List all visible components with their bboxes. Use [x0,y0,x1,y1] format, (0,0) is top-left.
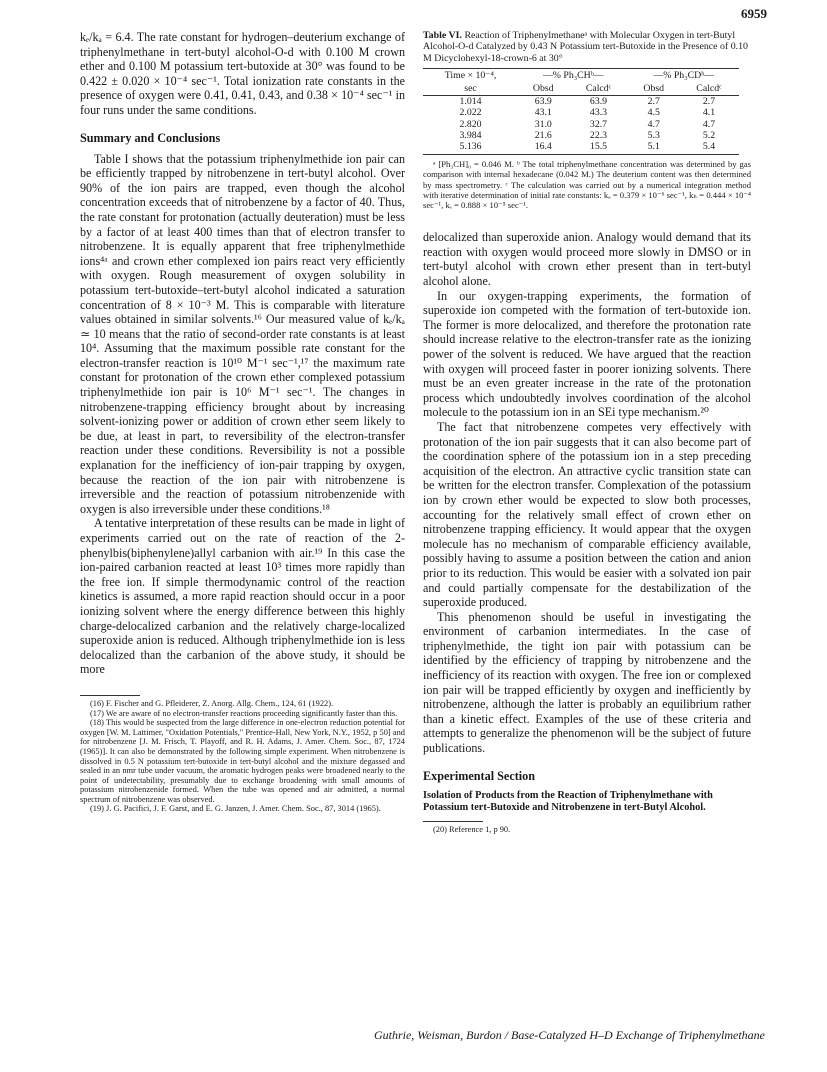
table-cell: 5.2 [702,129,716,141]
results-table [423,68,739,155]
right-column [423,30,751,834]
table-cell: 16.4 [518,141,568,155]
table-cell: 21.6 [534,129,552,141]
table-cell: 5.3 [647,129,660,141]
table-row [423,130,739,141]
table-cell: 5.136 [423,141,518,155]
table-caption-text: Reaction of Triphenylmethaneᵃ with Molecular Oxygen in tert-Butyl Alcohol-O-d Catalyzed by 0.43 N Potassium tert-Butoxide in the Presence of 0.10 M Dicyclohexyl-18-crown-6 at 30° [423,30,748,64]
table-cell: 43.3 [589,107,608,119]
header-obsd-1: Obsd [518,82,568,96]
table-cell: 31.0 [534,118,552,130]
intro-paragraph: kₑ/kₐ = 6.4. The rate constant for hydrogen–deuterium exchange of triphenylmethane in tert-butyl alcohol-O-d with 0.100 M crown ether and 0.100 M potassium tert-butoxide at 30° was found to be 0.422 ± 0.020 × 10⁻⁴ sec⁻¹. Total ionization rate constants in the presence of oxygen were 0.41, 0.41, 0.43, and 0.38 × 10⁻⁴ sec⁻¹ in four runs under the same conditions. [80,30,405,117]
table-row [423,141,739,155]
footnote-18: (18) This would be suspected from the large difference in one-electron reduction potential for oxygen [W. M. Lattimer, "Oxidation Potentials," Prentice-Hall, New York, N.Y., 1952, p 50] and for nitrobenzene [J. M. Frisch, T. Playoff, and R. H. Adams, J. Amer. Chem. Soc., 87, 1724 (1965)]. It can also be demonstrated by the following simple experiment. When nitrobenzene is dissolved in 0.5 N potassium tert-butoxide in tert-butyl alcohol and the mixture degassed and sealed in an nmr tube under vacuum, the aromatic hydrogen peaks were broadened nearly to the point of undetectability, presumably due to exchange broadening with small amounts of potassium nitrobenzenide formed. When the tube was opened and air admitted, a normal spectrum of nitrobenzene was observed. [80,718,405,804]
footnote-17: (17) We are aware of no electron-transfer reactions proceeding significantly faster than this. [90,708,398,718]
table-cell: 4.1 [702,107,716,119]
header-ph3ch: —% Ph₃CHᵇ— [518,69,628,83]
header-time-unit: sec [423,82,518,96]
right-paragraph-2: In our oxygen-trapping experiments, the formation of superoxide ion competed with the formation of tert-butoxide ion. The former is more delocalized, and therefore the protonation rate should increase relative to the electron-transfer rate as the ionizing power of the solvent is reduced. We have argued that the reaction with oxygen will proceed faster in poorer ionizing solvents. There must be an even greater increase in the rate of the protonation process which undoubtedly involves coordination of the alcohol molecule to the potassium ion in an SEi type mechanism.²⁰ [423,288,751,420]
right-paragraph-1: delocalized than superoxide anion. Analogy would demand that its reaction with oxygen would proceed more slowly in DMSO or in tert-butyl alcohol with crown ether present than in tert-butyl alcohol alone. [423,230,751,289]
experimental-subheading: Isolation of Products from the Reaction of Triphenylmethane with Potassium tert-Butoxide and Nitrobenzene in tert-Butyl Alcohol. [423,789,713,814]
table-cell: 4.5 [647,107,660,119]
left-column [80,30,405,814]
table-row [423,107,739,118]
table-cell: 4.7 [702,118,716,130]
summary-heading: Summary and Conclusions [80,130,221,145]
table-footnote: ᵃ [Ph₃CH]₀ = 0.046 M. ᵇ The total triphenylmethane concentration was determined by gas comparison with internal hexadecane (0.042 M.) The deuterium content was then determined by mass spectrometry. ᶜ The calculation was carried out by a numerical integration method with iterative determination of initial rate constants: kₐ = 0.379 × 10⁻⁶ sec⁻¹, kₕ = 0.444 × 10⁻⁴ sec⁻¹, kₑ = 0.888 × 10⁻⁵ sec⁻¹. [423,159,751,211]
table-cell: 2.022 [459,107,482,119]
header-calcd-2: Calcdᶜ [679,82,739,96]
table-cell: 43.1 [534,107,552,119]
page-number: 6959 [741,6,767,21]
right-paragraph-3: The fact that nitrobenzene competes very effectively with protonation of the ion pair suggests that it can also become part of the coordination sphere of the potassium ion in a step preceding acquisition of the electron. An attractive cyclic transition state can be written for the electron transfer. Complexation of the potassium ion by crown ether would be expected to slow both processes, accounting for the relatively small effect of crown ether on nitrobenzene trapping efficiency. It would appear that the oxygen molecule has no mechanism of comparable efficiency available, possibly having to assume a position between the cation and anion prior to its reduction. This would be easier with a solvated ion pair and could partially compensate for the destabilization of the superoxide produced. [423,419,751,610]
summary-paragraph-2: A tentative interpretation of these results can be made in light of experiments carried out on the rate of reaction of the 2-phenylbis(biphenylene)allyl carbanion with air.¹⁹ In this case the ion-paired carbanion reacted at least 10³ times more rapidly than the free ion. If simple thermodynamic control of the reaction kinetics is assumed, a more rapid reaction should occur in a poor ionizing solvent where the energy difference between this highly charge-delocalized carbanion and the relatively charge-localized superoxide anion is reduced. Although triphenylmethide ion is less delocalized than the carbanion of the above study, it should be more [80,516,405,677]
footnote-16: (16) F. Fischer and G. Pfleiderer, Z. Anorg. Allg. Chem., 124, 61 (1922). [90,698,334,708]
footnote-20: (20) Reference 1, p 90. [433,824,511,834]
summary-paragraph-1: Table I shows that the potassium triphenylmethide ion pair can be efficiently trapped by nitrobenzene in tert-butyl alcohol. Over 90% of the ion pairs are trapped, even though the alcohol concentration exceeds that of nitrobenzene by a factor of 40. Thus, the rate constant for protonation (actually deuteration) must be less by a factor of at least 400 times than that of electron transfer to nitrobenzene. It is equally apparent that free triphenylmethide ions⁴ᵃ and crown ether complexed ion pairs react very efficiently with oxygen. Rough measurement of oxygen solubility in potassium tert-butoxide–tert-butyl alcohol indicated a saturation concentration of 8 × 10⁻³ M. This is comparable with literature values obtained in similar solvents.¹⁶ Our measured value of kₑ/kₐ ≃ 10 means that the ratio of second-order rate constants is at least 10⁴. Assuming that the maximum possible rate constant for the electron-transfer reaction is 10¹⁰ M⁻¹ sec⁻¹,¹⁷ the maximum rate constant for protonation of the crown ether complexed potassium triphenylmethide ion pair is 10⁶ M⁻¹ sec⁻¹. The changes in nitrobenzene-trapping efficiency brought about by increasing solvent-ionizing power or addition of crown ether seem likely to be due, at least in part, to reversibility of the electron-transfer reaction under these conditions. Reversibility is not a possible explanation for the inefficiency of ion-pair trapping by oxygen, because the reaction of the ion pair with nitrobenzene is irreversible and the reaction of potassium nitrobenzenide with oxygen is also irreversible under these conditions.¹⁸ [80,151,405,516]
table-cell: 2.7 [702,96,716,108]
table-cell: 63.9 [534,96,552,108]
table-row [423,119,739,130]
table-cell: 3.984 [459,129,482,141]
footnote-divider [423,821,483,822]
running-footer: Guthrie, Weisman, Burdon / Base-Catalyzed H–D Exchange of Triphenylmethane [373,1028,765,1042]
header-time: Time × 10⁻⁴, [423,69,518,83]
table-cell: 4.7 [647,118,660,130]
header-calcd-1: Calcdᶜ [568,82,628,96]
header-ph3cd: —% Ph₃CDᵇ— [629,69,739,83]
header-obsd-2: Obsd [629,82,679,96]
table-cell: 5.1 [629,141,679,155]
table-caption-label: Table VI. [423,30,462,41]
table-row [423,96,739,108]
table-cell: 22.3 [589,129,608,141]
table-cell: 63.9 [589,96,608,108]
right-paragraph-4: This phenomenon should be useful in investigating the environment of carbanion intermediates. In the case of triphenylmethide, the tight ion pair with potassium can be identified by the efficiency of trapping by nitrobenzene and the inefficiency of its reaction with oxygen. The free ion or complexed ion pair will be trapped efficiently by oxygen and inefficiently by nitrobenzene, although the latter is probably an equilibrium rather than a kinetic effect. Examples of the use of these criteria and attempts to generalize the phenomenon will be the subject of future publications. [423,609,751,756]
footnote-divider [80,695,140,696]
table-cell: 1.014 [459,96,482,108]
table-caption [423,30,751,64]
footnote-19: (19) J. G. Pacifici, J. F. Garst, and E. G. Janzen, J. Amer. Chem. Soc., 87, 3014 (1965). [90,804,381,814]
table-cell: 32.7 [589,118,608,130]
table-cell: 2.7 [647,96,660,108]
table-cell: 2.820 [459,118,482,130]
table-cell: 15.5 [568,141,628,155]
table-cell: 5.4 [679,141,739,155]
experimental-heading: Experimental Section [423,768,536,783]
